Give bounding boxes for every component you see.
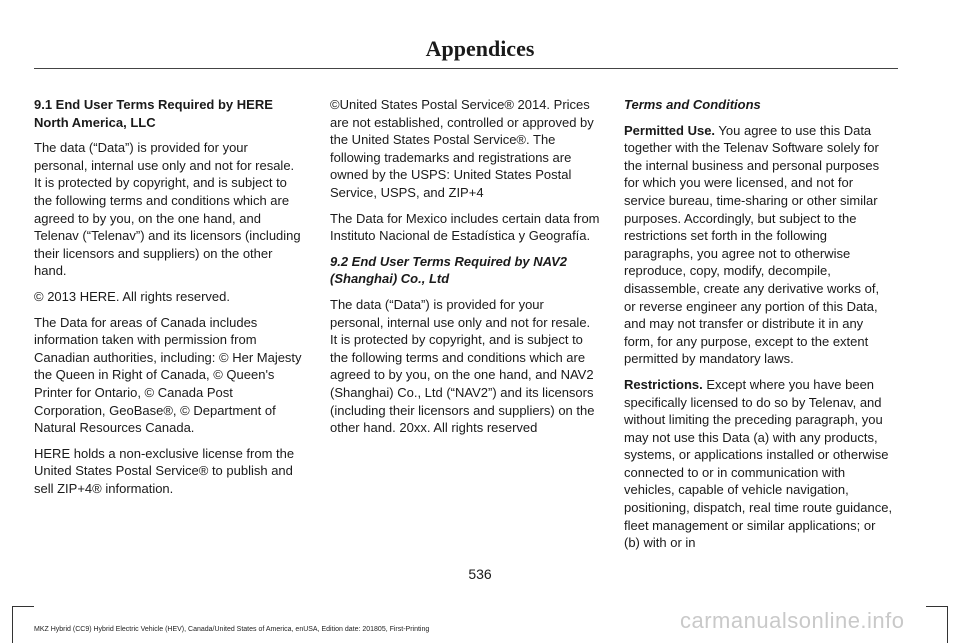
permitted-use-text: You agree to use this Data together with the Telenav Software solely for the internal business and personal purposes for which you were licensed, and not for service bureau, time-sharing or other similar purposes. Accordingly, but subject to the restrictions set forth in the following paragraphs, you agree not to otherwise reproduce, copy, modify, decompile, disassemble, create any derivative works of, or reverse engineer any portion of this Data, and may not transfer or distribute it in any form, for any purpose, except to the extent permitted by mandatory laws. [624,122,880,367]
paragraph: © 2013 HERE. All rights reserved. [34,288,230,304]
crop-mark-right-horizontal [926,606,948,607]
restrictions-text: Except where you have been specifically licensed to do so by Telenav, and without limiting the preceding paragraph, you may not use this Data (a) with any products, systems, or applications installed or otherwise connected to or in communication with vehicles, capable of vehicle navigation, positioning, dispatch, real time route guidance, fleet management or similar applications; or (b) with or in [624,376,893,551]
restrictions-label: Restrictions. [624,376,703,392]
paragraph: ©United States Postal Service® 2014. Prices are not established, controlled or approved by the United States Postal Service®. The following trademarks and registrations are owned by the USPS: United States Postal Service, USPS, and ZIP+4 [330,97,594,200]
header-rule [34,68,898,69]
paragraph-restrictions [624,376,894,552]
paragraph: The Data for areas of Canada includes information taken with permission from Canadian authorities, including: © Her Majesty the Queen in Right of Canada, © Queen's Printer for Ontario, © Canada Post Corporation, GeoBase®, © Department of Natural Resources Canada. [34,314,302,436]
paragraph: The Data for Mexico includes certain data from Instituto Nacional de Estadística y Geografía. [330,210,600,244]
footer-text: MKZ Hybrid (CC9) Hybrid Electric Vehicle (HEV), Canada/United States of America, enUSA, Edition date: 201805, First-Printing [34,626,430,633]
paragraph: The data (“Data”) is provided for your personal, internal use only and not for resale. It is protected by copyright, and is subject to the following terms and conditions which are agreed to by you, on the one hand, and Telenav (“Telenav”) and its licensors (including their licensors and suppliers) on the other hand. [34,140,301,279]
crop-mark-left-horizontal [12,606,34,607]
subheading-terms-and-conditions: Terms and Conditions [624,97,761,112]
paragraph: The data (“Data”) is provided for your personal, internal use only and not for resale. It is protected by copyright, and is subject to the following terms and conditions which are agreed to by you, on the one hand, and NAV2 (Shanghai) Co., Ltd (“NAV2”) and its licensors (including their licensors and suppliers) on the other hand. 20xx. All rights reserved [330,296,595,436]
column-left [34,96,304,505]
paragraph: HERE holds a non-exclusive license from the United States Postal Service® to publish and sell ZIP+4® information. [34,445,295,496]
page-number: 536 [468,566,492,582]
permitted-use-label: Permitted Use. [624,122,716,138]
section-heading-9-2: 9.2 End User Terms Required by NAV2 (Shanghai) Co., Ltd [330,253,567,287]
page-title: Appendices [425,36,535,61]
crop-mark-left-vertical [12,606,13,643]
paragraph-permitted-use [624,122,894,368]
crop-mark-right-vertical [947,606,948,643]
watermark: carmanualsonline.info [680,608,905,633]
section-heading-9-1: 9.1 End User Terms Required by HERE North America, LLC [34,97,273,130]
column-middle [330,96,600,445]
column-right [624,96,894,560]
